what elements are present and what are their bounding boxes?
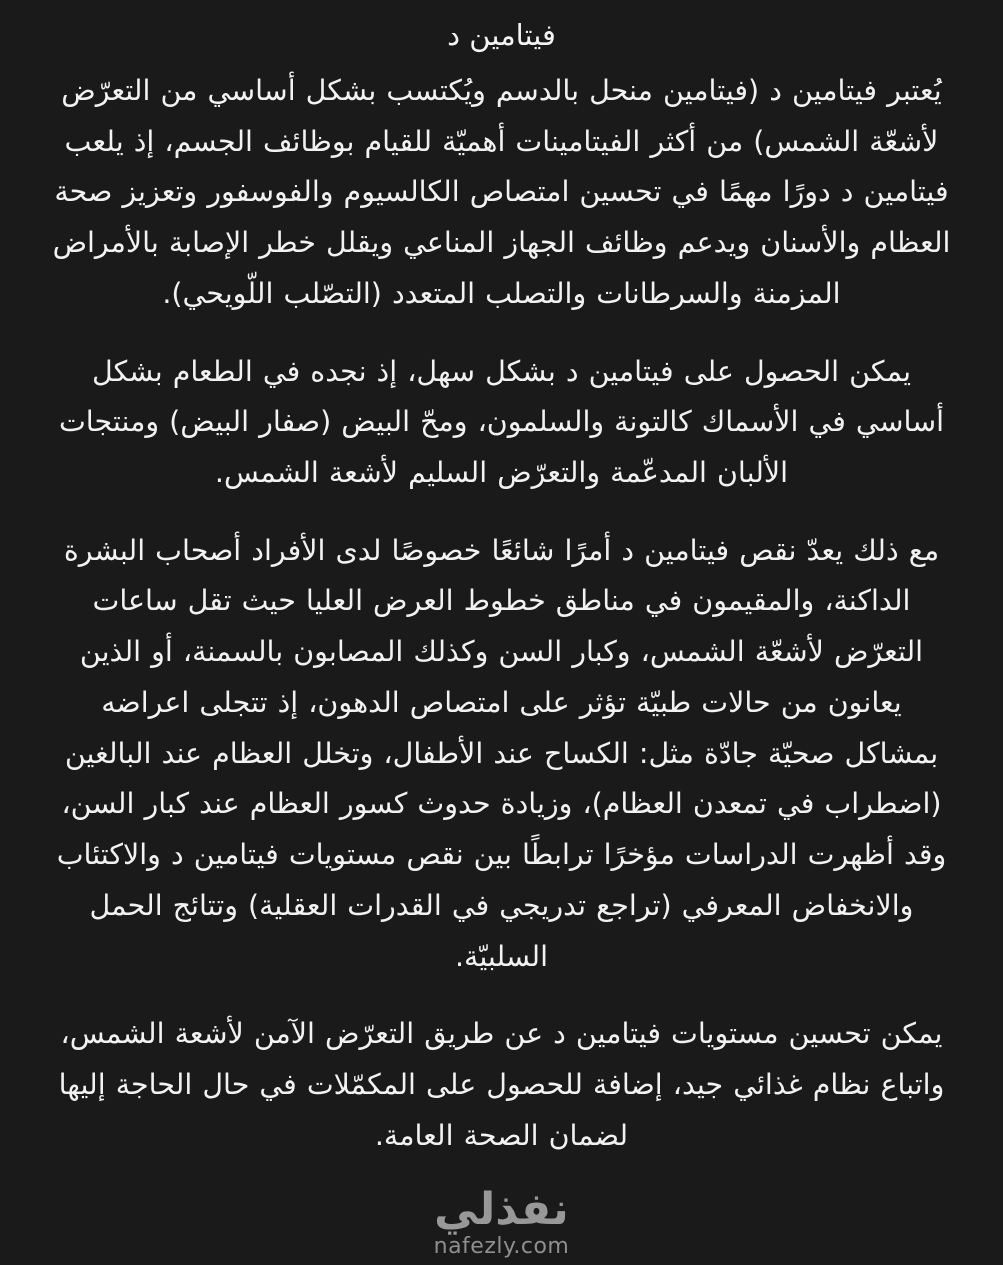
nafezly-site-url: nafezly.com — [433, 1234, 570, 1260]
article-body — [52, 66, 951, 1188]
watermark — [52, 1184, 951, 1265]
nafezly-logo: نفذلي — [434, 1184, 569, 1236]
article-paragraph-4: يمكن تحسين مستويات فيتامين د عن طريق التعرّض الآمن لأشعة الشمس، واتباع نظام غذائي جيد، إضافة للحصول على المكمّلات في حال الحاجة إليها لضمان الصحة العامة. — [58, 1017, 945, 1152]
page-title: فيتامين د — [447, 18, 556, 52]
article-paragraph-1: يُعتبر فيتامين د (فيتامين منحل بالدسم ويُكتسب بشكل أساسي من التعرّض لأشعّة الشمس) من أكثر الفيتامينات أهميّة للقيام بوظائف الجسم، إذ يلعب فيتامين د دورًا مهمًا في تحسين امتصاص الكالسيوم والفوسفور وتعزيز صحة العظام والأسنان ويدعم وظائف الجهاز المناعي ويقلل خطر الإصابة بالأمراض المزمنة والسرطانات والتصلب المتعدد (التصّلب اللّويحي). — [52, 74, 951, 310]
article-paragraph-2: يمكن الحصول على فيتامين د بشكل سهل، إذ نجده في الطعام بشكل أساسي في الأسماك كالتونة والسلمون، ومحّ البيض (صفار البيض) ومنتجات الألبان المدعّمة والتعرّض السليم لأشعة الشمس. — [58, 354, 945, 490]
article-paragraph-3: مع ذلك يعدّ نقص فيتامين د أمرًا شائعًا خصوصًا لدى الأفراد أصحاب البشرة الداكنة، والمقيمون في مناطق خطوط العرض العليا حيث تقل ساعات التعرّض لأشعّة الشمس، وكبار السن وكذلك المصابون بالسمنة، أو الذين يعانون من حالات طبيّة تؤثر على امتصاص الدهون، إذ تتجلى اعراضه بمشاكل صحيّة جادّة مثل: الكساح عند الأطفال، وتخلل العظام عند البالغين (اضطراب في تمعدن العظام)، وزيادة حدوث كسور العظام عند كبار السن، وقد أظهرت الدراسات مؤخرًا ترابطًا بين نقص مستويات فيتامين د والاكتئاب والانخفاض المعرفي (تراجع تدريجي في القدرات العقلية) وتتائج الحمل السلبيّة. — [56, 533, 947, 973]
